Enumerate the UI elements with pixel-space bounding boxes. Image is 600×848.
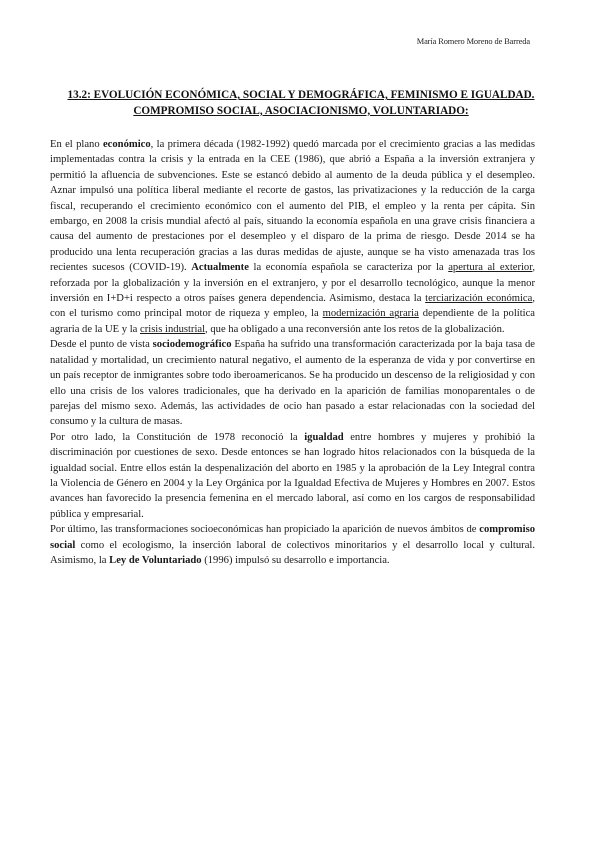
text-run: entre hombres y mujeres y prohibió la discriminación por cuestiones de sexo. Desde entonces se han logrado hitos relacionados con la búsqueda de la igualdad social. Entre ellos están la despenalización del aborto en 1985 y la aprobación de la Ley Integral contra la Violencia de Género en 2004 y la Ley Orgánica por la Igualdad Efectiva de Mujeres y Hombres en 2007. Estos avances han favorecido la presencia femenina en el mercado laboral, así como en los cargos de responsabilidad pública y empresarial. xyxy=(50,431,535,520)
bold-term-sociodemografico: sociodemográfico xyxy=(152,339,232,351)
text-run: Por otro lado, la Constitución de 1978 reconoció la xyxy=(50,431,305,443)
text-run: como el ecologismo, la inserción laboral de colectivos minoritarios y el desarrollo local y cultural. Asimismo, la xyxy=(50,539,535,566)
text-run: , la primera década (1982-1992) quedó marcada por el crecimiento gracias a las medidas implementadas contra la crisis y la entrada en la CEE (1986), que abrió a España a la inversión extranjera y permitió la afluencia de subvenciones. Este se estancó debido al aumento de la deuda pública y el desempleo. Aznar impulsó una política liberal mediante el recorte de gastos, las privatizaciones y la reducción de la carga fiscal, recuperando el crecimiento económico con el aumento del PIB, el empleo y la renta per cápita. Sin embargo, en 2008 la crisis mundial afectó al país, situando la economía española en una grave crisis financiera a causa del aumento de prestaciones por el desempleo y el disparo de la prima de riesgo. Desde 2014 se ha producido una lenta recuperación gracias a las duras medidas de ajuste, aunque se ha visto amenazada tras los recientes sucesos (COVID-19). xyxy=(50,139,535,274)
paragraph-economy xyxy=(50,137,535,337)
bold-term-compromiso-social: compromiso social xyxy=(50,524,535,551)
paragraph-equality xyxy=(50,430,535,522)
text-run: , que ha obligado a una reconversión ante los retos de la globalización. xyxy=(205,323,505,335)
text-run: En el plano xyxy=(50,139,103,150)
text-run: Desde el punto de vista xyxy=(50,339,153,351)
text-run: (1996) impulsó su desarrollo e importancia. xyxy=(201,554,390,566)
bold-term-igualdad: igualdad xyxy=(304,431,344,443)
underlined-term-terciarizacion: terciarización económica xyxy=(425,293,533,305)
text-run: Por último, las transformaciones socioeconómicas han propiciado la aparición de nuevos ámbitos de xyxy=(50,524,480,536)
text-run: la economía española se caracteriza por la xyxy=(248,262,449,274)
document-title: 13.2: EVOLUCIÓN ECONÓMICA, SOCIAL Y DEMOGRÁFICA, FEMINISMO E IGUALDAD. COMPROMISO SOCIAL, ASOCIACIONISMO, VOLUNTARIADO: xyxy=(67,89,535,117)
bold-term-ley-voluntariado: Ley de Voluntariado xyxy=(109,554,202,566)
author-name: María Romero Moreno de Barreda xyxy=(416,37,530,46)
text-run: España ha sufrido una transformación caracterizada por la baja tasa de natalidad y mortalidad, un crecimiento natural negativo, el aumento de la esperanza de vida y por convertirse en un país receptor de inmigrantes sobre todo iberoamericanos. Se ha producido un descenso de la religiosidad y con ello una crisis de los valores tradicionales, que ha derivado en la aparición de familias monoparentales o de parejas del mismo sexo. Además, las actividades de ocio han pasado a estar relacionadas con la sociedad del consumo y la cultura de masas. xyxy=(50,339,535,428)
underlined-term-modernizacion: modernización agraria xyxy=(322,308,419,320)
text-run: , con el turismo como principal motor de riqueza y empleo, la xyxy=(50,293,535,320)
document-body xyxy=(50,137,535,568)
underlined-term-apertura: apertura al exterior xyxy=(448,262,533,274)
underlined-term-crisis-industrial: crisis industrial xyxy=(140,323,206,335)
bold-term-actualmente: Actualmente xyxy=(191,262,249,274)
paragraph-sociodemographic xyxy=(50,337,535,429)
text-run: dependiente de la política agraria de la UE y la xyxy=(50,308,535,335)
text-run: , reforzada por la globalización y la inversión en el extranjero, y por el desarrollo tecnológico, aunque la menor inversión en I+D+i respecto a otros países genera dependencia. Asimismo, destaca la xyxy=(50,262,535,305)
paragraph-social-commitment xyxy=(50,522,535,568)
bold-term-economico: económico xyxy=(102,139,151,150)
